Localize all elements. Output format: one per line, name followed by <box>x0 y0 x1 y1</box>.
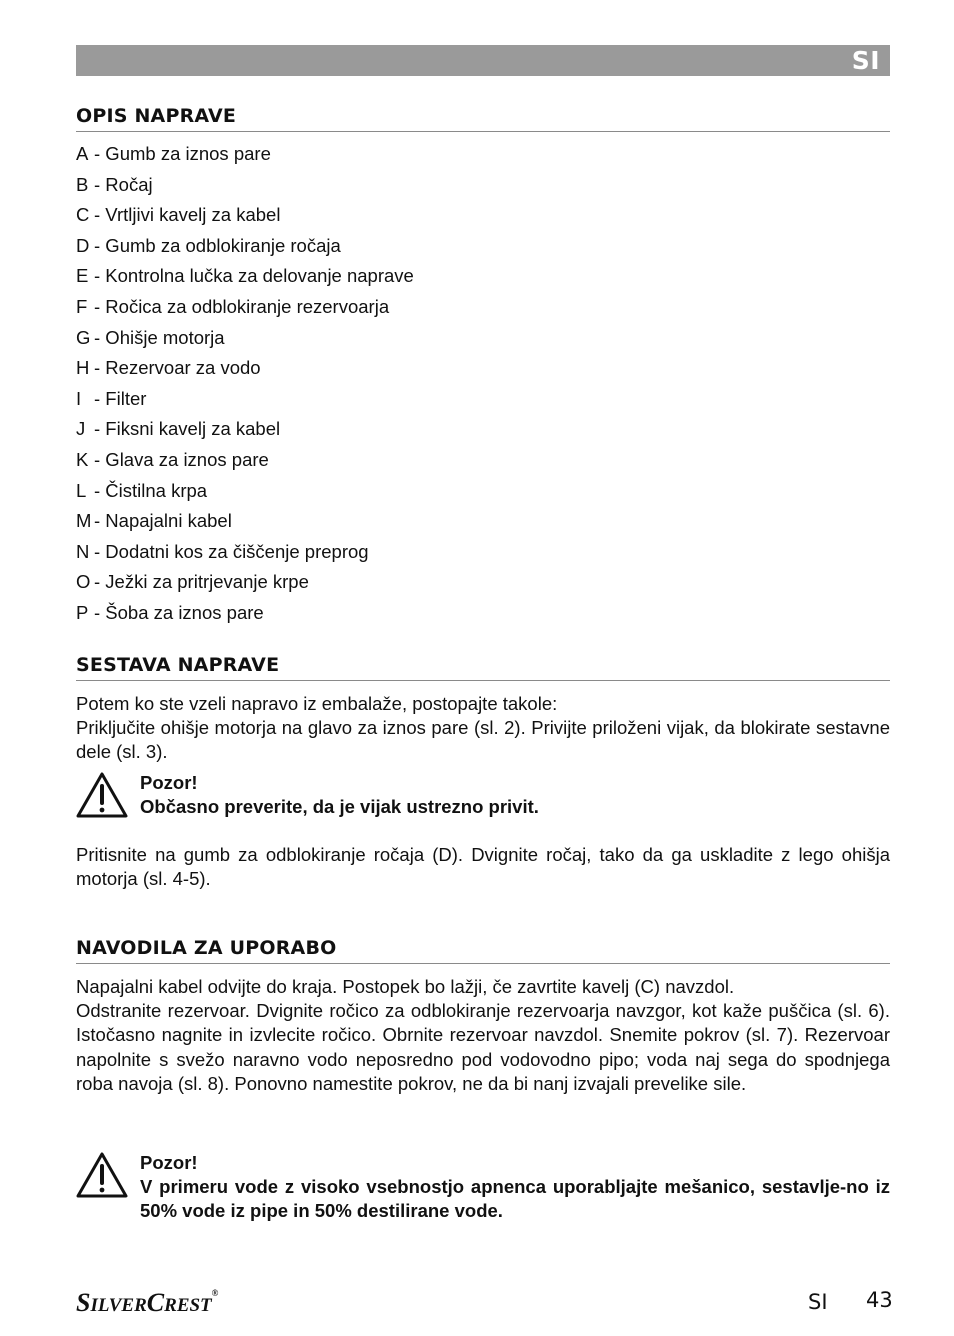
list-item <box>76 295 414 326</box>
part-description: - Ročaj <box>94 173 153 195</box>
part-letter: G <box>76 326 91 348</box>
part-letter: E <box>76 265 89 287</box>
list-item <box>76 540 414 571</box>
language-code: SI <box>851 46 880 75</box>
part-description: - Fiksni kavelj za kabel <box>94 418 281 440</box>
list-item <box>76 601 414 632</box>
part-description: - Kontrolna lučka za delovanje naprave <box>94 265 414 287</box>
list-item <box>76 509 414 540</box>
handle-paragraph: Pritisnite na gumb za odblokiranje ročaja (D). Dvignite ročaj, tako da ga uskladite z lego ohišja motorja (sl. 4-5). <box>76 844 890 890</box>
list-item <box>76 479 414 510</box>
parts-list <box>76 142 414 632</box>
section-heading-navodila: NAVODILA ZA UPORABO <box>76 936 890 964</box>
part-description: - Ohišje motorja <box>94 326 225 348</box>
assembly-intro-line1: Potem ko ste vzeli napravo iz embalaže, postopajte takole: <box>76 693 558 714</box>
part-letter: B <box>76 173 89 195</box>
part-letter: M <box>76 510 92 532</box>
warning-title: Pozor! <box>140 772 198 793</box>
page-number: 43 <box>866 1288 893 1312</box>
part-letter: I <box>76 387 82 409</box>
list-item <box>76 417 414 448</box>
warning-block-1 <box>76 771 890 821</box>
usage-rest: Odstranite rezervoar. Dvignite ročico za odblokiranje rezervoarja navzgor, kot kaže puščica (sl. 6). Istočasno nagnite in izvlecite ročico. Obrnite rezervoar navzdol. Snemite pokrov (sl. 7). Rezervoar napolnite s svežo naravno vodo neposredno pod vodovodno pipo; voda naj sega do spodnjega roba navoja (sl. 8). Ponovno namestite pokrov, ne da bi nanj izvajali prevelike sile. <box>76 1000 890 1094</box>
warning-title: Pozor! <box>140 1152 198 1173</box>
assembly-intro-line2: Priključite ohišje motorja na glavo za iznos pare (sl. 2). Privijte priloženi vijak, da blokirate sestavne dele (sl. 3). <box>76 717 890 763</box>
part-description: - Rezervoar za vodo <box>94 357 261 379</box>
part-letter: H <box>76 357 90 379</box>
part-letter: P <box>76 601 89 623</box>
list-item <box>76 356 414 387</box>
list-item <box>76 234 414 265</box>
part-letter: C <box>76 204 90 226</box>
part-description: - Napajalni kabel <box>94 510 232 532</box>
section-heading-opis-naprave: OPIS NAPRAVE <box>76 104 890 132</box>
part-letter: K <box>76 448 89 470</box>
list-item <box>76 264 414 295</box>
warning-text: Občasno preverite, da je vijak ustrezno privit. <box>140 796 539 818</box>
part-description: - Glava za iznos pare <box>94 448 269 470</box>
part-description: - Dodatni kos za čiščenje preprog <box>94 540 369 562</box>
part-description: - Filter <box>94 387 147 409</box>
section-heading-sestava-naprave: SESTAVA NAPRAVE <box>76 653 890 681</box>
warning-block-2 <box>76 1151 890 1227</box>
part-letter: N <box>76 540 90 562</box>
list-item <box>76 387 414 418</box>
silvercrest-logo: SILVERCREST® <box>76 1288 219 1317</box>
part-description: - Ježki za pritrjevanje krpe <box>94 571 309 593</box>
list-item <box>76 173 414 204</box>
part-letter: D <box>76 234 90 256</box>
footer-language: SI <box>808 1290 828 1314</box>
warning-triangle-icon <box>76 1151 128 1199</box>
warning-text: V primeru vode z visoko vsebnostjo apnenca uporabljajte mešanico, sestavlje-no iz 50% vode iz pipe in 50% destilirane vode. <box>140 1176 890 1222</box>
list-item <box>76 326 414 357</box>
part-description: - Ročica za odblokiranje rezervoarja <box>94 295 390 317</box>
list-item <box>76 448 414 479</box>
part-letter: O <box>76 571 91 593</box>
warning-triangle-icon <box>76 771 128 819</box>
part-description: - Čistilna krpa <box>94 479 208 501</box>
part-letter: L <box>76 479 87 501</box>
usage-line1: Napajalni kabel odvijte do kraja. Postopek bo lažji, če zavrtite kavelj (C) navzdol. <box>76 976 735 997</box>
part-description: - Gumb za odblokiranje ročaja <box>94 234 341 256</box>
part-description: - Šoba za iznos pare <box>94 601 264 623</box>
usage-paragraph <box>76 975 890 1096</box>
list-item <box>76 570 414 601</box>
list-item <box>76 142 414 173</box>
part-letter: J <box>76 418 86 440</box>
part-description: - Vrtljivi kavelj za kabel <box>94 204 281 226</box>
assembly-intro <box>76 692 890 765</box>
language-header-bar <box>76 45 890 76</box>
part-letter: F <box>76 295 88 317</box>
part-description: - Gumb za iznos pare <box>94 143 271 164</box>
part-letter: A <box>76 143 89 164</box>
list-item <box>76 203 414 234</box>
